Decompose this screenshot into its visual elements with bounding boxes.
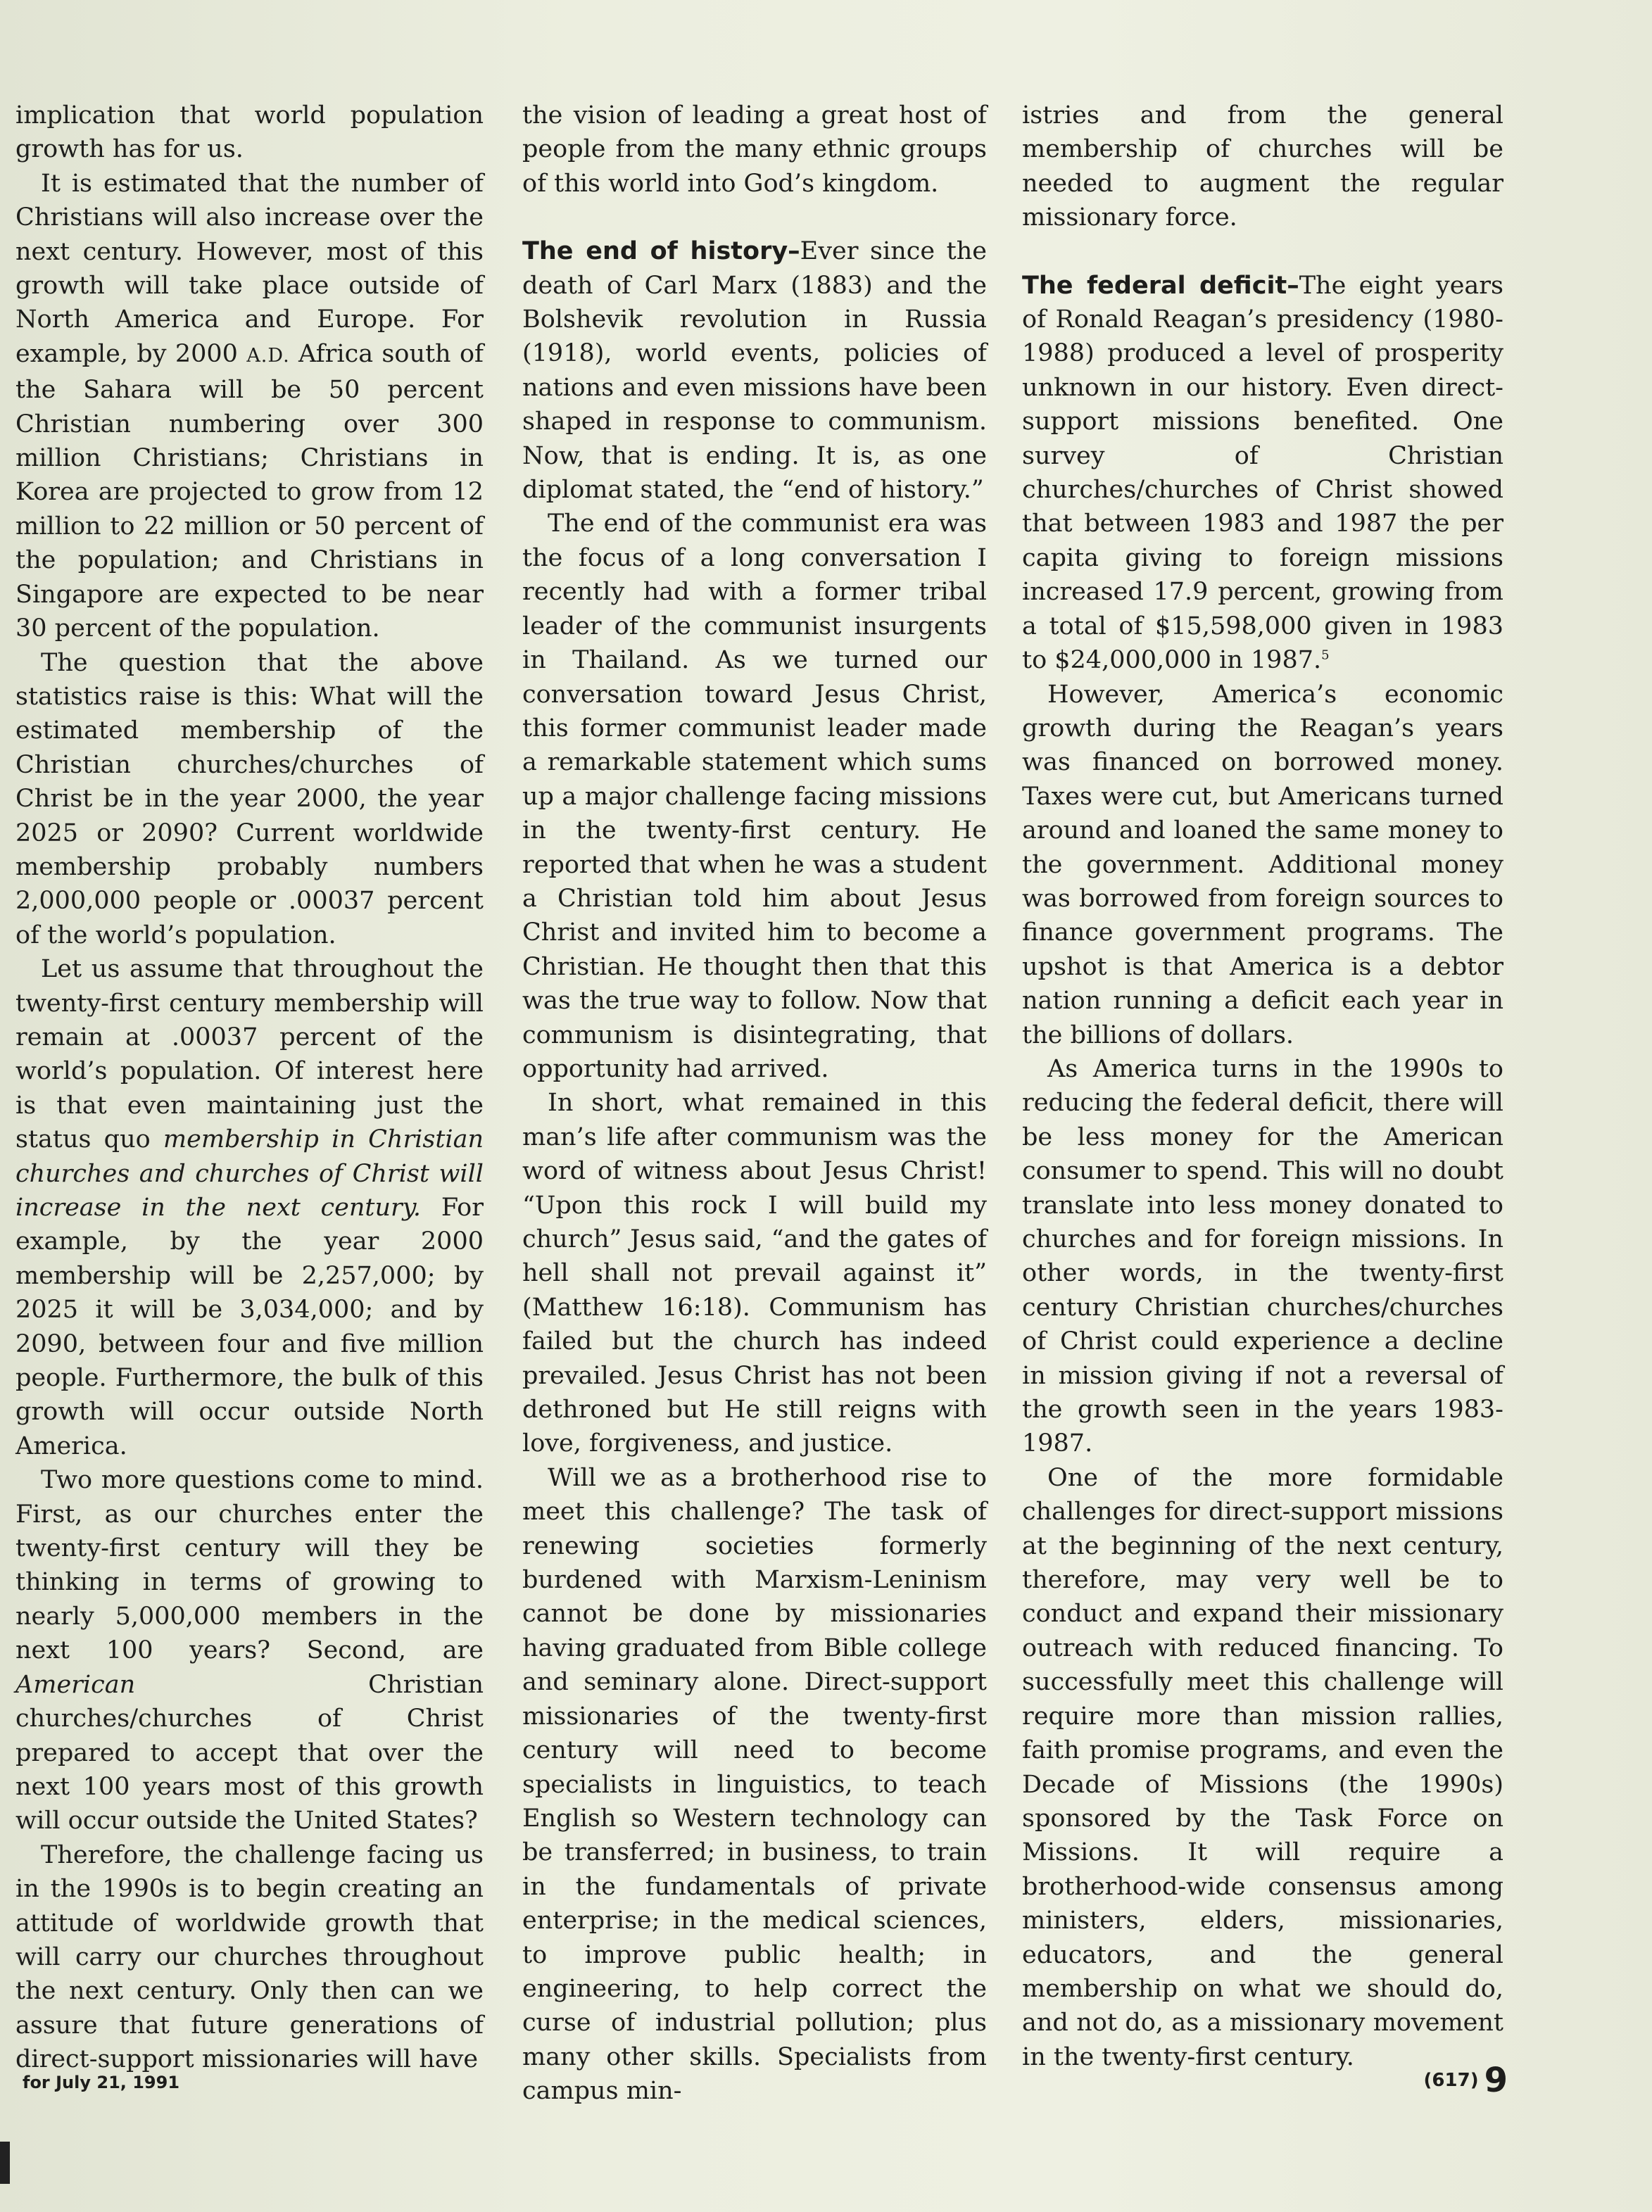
paragraph: The question that the above statistics raise is this: What will the estimated membership of the Christian churches/churches of Christ be in the year 2000, the year 2025 or 2090? Current worldwide membership probably numbers 2,000,000 people or .00037 percent of the world’s population.	[15, 648, 484, 949]
paragraph: istries and from the general membership of churches will be needed to augment the regular missionary force.	[1022, 101, 1503, 232]
footer-page-info	[1424, 2061, 1508, 2100]
paragraph-text: Ever since the death of Carl Marx (1883) and the Bolshevik revolution in Russia (1918), world events, policies of nations and even missions have been shaped in response to communism. Now, that is ending. It is, as one diplomat stated, the “end of history.”	[522, 237, 987, 505]
scan-edge-mark	[0, 2142, 10, 2184]
paragraph	[15, 952, 484, 1463]
paragraph-text: The eight years of Ronald Reagan’s presidency (1980-1988) produced a level of prosperity unknown in our history. Even direct-support missions benefited. One survey of Christian churches/churches of Christ showed that between 1983 and 1987 the per capita giving to foreign missions increased 17.9 percent, growing from a total of $15,598,000 given in 1983 to $24,000,000 in 1987.	[1022, 271, 1503, 675]
paragraph: One of the more formidable challenges for direct-support missions at the beginning of the next century, therefore, may very well be to conduct and expand their missionary outreach with reduced financing. To successfully meet this challenge will require more than mission rallies, faith promise programs, and even the Decade of Missions (the 1990s) sponsored by the Task Force on Missions. It will require a brotherhood-wide consensus among ministers, elders, missionaries, educators, and the general membership on what we should do, and not do, as a missionary movement in the twenty-first century.	[1022, 1463, 1503, 2071]
paragraph: In short, what remained in this man’s life after communism was the word of witness about Jesus Christ! “Upon this rock I will build my church” Jesus said, “and the gates of hell shall not prevail against it” (Matthew 16:18). Communism has failed but the church has indeed prevailed. Jesus Christ has not been dethroned but He still reigns with love, forgiveness, and justice.	[522, 1089, 987, 1458]
section-heading: The federal deficit–	[1022, 271, 1299, 300]
section-paragraph	[522, 234, 987, 507]
paragraph	[15, 1463, 484, 1838]
paragraph: implication that world population growth has for us.	[15, 101, 484, 164]
section-paragraph	[1022, 269, 1503, 678]
emphasis-text: membership in Christian churches and churches of Christ will increase in the next century.	[15, 1125, 484, 1222]
paragraph-text: Let us assume that throughout the twenty-first century membership will remain at .00037 percent of the world’s population. Of interest here is that even maintaining just the status quo	[15, 955, 484, 1154]
paragraph: The end of the communist era was the focus of a long conversation I recently had with a former tribal leader of the communist insurgents in Thailand. As we turned our conversation toward Jesus Christ, this former communist leader made a remarkable statement which sums up a major challenge facing missions in the twenty-first century. He reported that when he was a student a Christian told him about Jesus Christ and invited him to become a Christian. He thought then that this was the true way to follow. Now that communism is disintegrating, that opportunity had arrived.	[522, 510, 987, 1083]
paragraph-text: It is estimated that the number of Christians will also increase over the next century. However, most of this growth will take place outside of North America and Europe. For example, by 2000	[15, 169, 484, 368]
column-right	[1022, 99, 1503, 2074]
footnote-marker: 5	[1321, 647, 1330, 663]
paragraph: However, America’s economic growth during the Reagan’s years was financed on borrowed money. Taxes were cut, but Americans turned around and loaned the same money to the government. Additional money was borrowed from foreign sources to finance government programs. The upshot is that America is a debtor nation running a deficit each year in the billions of dollars.	[1022, 680, 1503, 1049]
emphasis-text: American	[15, 1670, 136, 1699]
footer-date: for July 21, 1991	[23, 2073, 180, 2092]
paragraph: Will we as a brotherhood rise to meet this challenge? The task of renewing societies formerly burdened with Marxism-Leninism cannot be done by missionaries having graduated from Bible college and seminary alone. Direct-support missionaries of the twenty-first century will need to become specialists in linguistics, to teach English so Western technology can be transferred; in business, to train in the fundamentals of private enterprise; in the medical sciences, to improve public health; in engineering, to help correct the curse of industrial pollution; plus many other skills. Specialists from campus min-	[522, 1463, 987, 2106]
page-number: 9	[1484, 2061, 1508, 2100]
section-heading: The end of history–	[522, 237, 800, 266]
column-left	[15, 99, 484, 2077]
paragraph-text: Two more questions come to mind. First, as our churches enter the twenty-first century will they be thinking in terms of growing to nearly 5,000,000 members in the next 100 years? Second, are	[15, 1466, 484, 1665]
page-code: (617)	[1423, 2070, 1479, 2091]
paragraph-text: Africa south of the Sahara will be 50 percent Christian numbering over 300 million Christians; Christians in Korea are projected to grow from 12 million to 22 million or 50 percent of the population; and Christians in Singapore are expected to be near 30 percent of the population.	[15, 339, 484, 643]
paragraph: As America turns in the 1990s to reducing the federal deficit, there will be less money for the American consumer to spend. This will no doubt translate into less money donated to churches and for foreign missions. In other words, in the twenty-first century Christian churches/churches of Christ could experience a decline in mission giving if not a reversal of the growth seen in the years 1983-1987.	[1022, 1054, 1503, 1458]
paragraph: Therefore, the challenge facing us in the 1990s is to begin creating an attitude of worldwide growth that will carry our churches throughout the next century. Only then can we assure that future generations of direct-support missionaries will have	[15, 1840, 484, 2074]
era-abbreviation: A.D.	[246, 344, 290, 367]
paragraph: the vision of leading a great host of people from the many ethnic groups of this world into God’s kingdom.	[522, 101, 987, 198]
column-middle	[522, 99, 987, 2109]
paragraph-text: For example, by the year 2000 membership will be 2,257,000; by 2025 it will be 3,034,000; and by 2090, between four and five million people. Furthermore, the bulk of this growth will occur outside North America.	[15, 1194, 484, 1460]
paragraph-text: Christian churches/churches of Christ prepared to accept that over the next 100 years most of this growth will occur outside the United States?	[15, 1670, 484, 1835]
paragraph	[15, 167, 484, 646]
